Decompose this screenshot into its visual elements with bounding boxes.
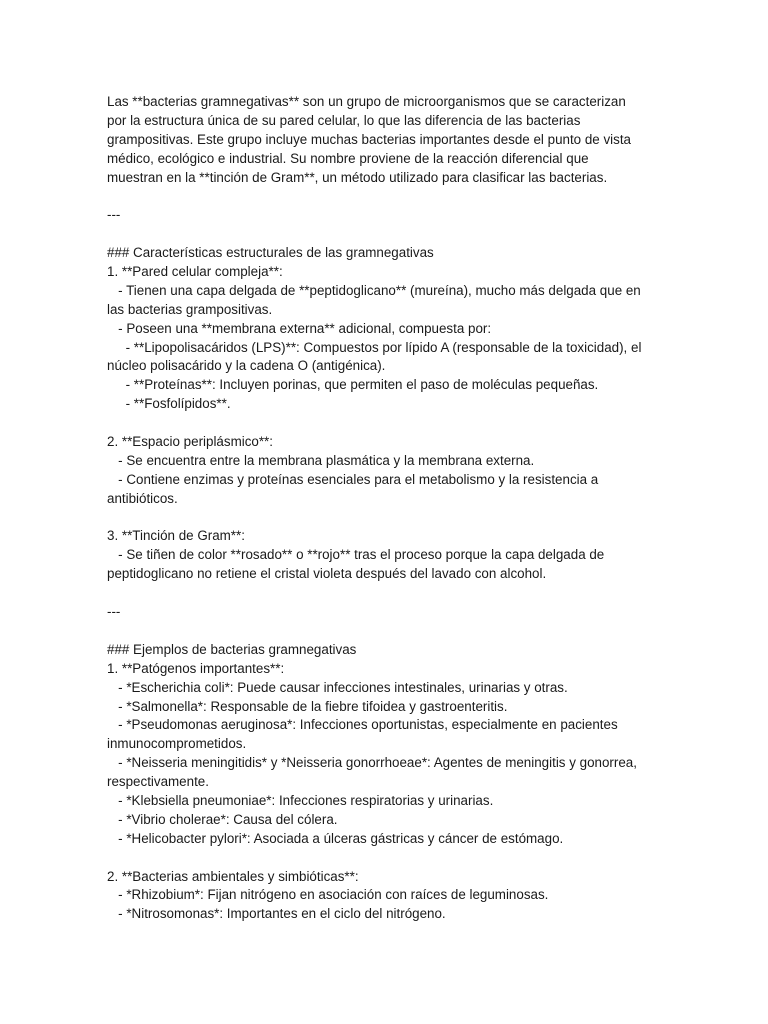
- list-item: - Se tiñen de color **rosado** o **rojo** tras el proceso porque la capa delgada de: [107, 547, 605, 563]
- list-item: - **Proteínas**: Incluyen porinas, que permiten el paso de moléculas pequeñas.: [107, 377, 599, 393]
- list-item: 2. **Espacio periplásmico**:: [107, 434, 273, 450]
- list-item: - *Helicobacter pylori*: Asociada a úlceras gástricas y cáncer de estómago.: [107, 830, 564, 846]
- text-line: grampositivas. Este grupo incluye muchas bacterias importantes desde el punto de vista: [107, 131, 632, 147]
- section-heading: ### Características estructurales de las gramnegativas: [107, 245, 434, 261]
- list-item: núcleo polisacárido y la cadena O (antigénica).: [107, 358, 386, 374]
- list-item: las bacterias grampositivas.: [107, 301, 273, 317]
- list-item: - *Neisseria meningitidis* y *Neisseria gonorrhoeae*: Agentes de meningitis y gonorrea,: [107, 755, 637, 771]
- document-page: [107, 93, 667, 924]
- blank-line: [107, 414, 667, 433]
- text-line: por la estructura única de su pared celular, lo que las diferencia de las bacterias: [107, 112, 581, 128]
- blank-line: [107, 584, 667, 603]
- list-item: - *Vibrio cholerae*: Causa del cólera.: [107, 811, 338, 827]
- list-item: 1. **Patógenos importantes**:: [107, 660, 285, 676]
- list-item: - *Escherichia coli*: Puede causar infecciones intestinales, urinarias y otras.: [107, 679, 568, 695]
- list-item: - Tienen una capa delgada de **peptidoglicano** (mureína), mucho más delgada que en: [107, 282, 641, 298]
- text-line: médico, ecológico e industrial. Su nombre proviene de la reacción diferencial que: [107, 150, 589, 166]
- list-item: - *Nitrosomonas*: Importantes en el ciclo del nitrógeno.: [107, 906, 446, 922]
- list-item: - *Klebsiella pneumoniae*: Infecciones respiratorias y urinarias.: [107, 792, 494, 808]
- blank-line: [107, 622, 667, 641]
- list-item: - Se encuentra entre la membrana plasmática y la membrana externa.: [107, 452, 535, 468]
- list-item: 3. **Tinción de Gram**:: [107, 528, 245, 544]
- list-item: peptidoglicano no retiene el cristal violeta después del lavado con alcohol.: [107, 566, 547, 582]
- section-examples: [107, 641, 667, 924]
- list-item: 1. **Pared celular compleja**:: [107, 264, 283, 280]
- divider: ---: [107, 207, 121, 223]
- list-item: antibióticos.: [107, 490, 178, 506]
- blank-line: [107, 225, 667, 244]
- text-line: Las **bacterias gramnegativas** son un grupo de microorganismos que se caracterizan: [107, 94, 626, 109]
- list-item: - **Lipopolisacáridos (LPS)**: Compuestos por lípido A (responsable de la toxicidad), el: [107, 339, 642, 355]
- list-item: - *Salmonella*: Responsable de la fiebre tifoidea y gastroenteritis.: [107, 698, 508, 714]
- divider: ---: [107, 604, 121, 620]
- blank-line: [107, 509, 667, 528]
- section-heading: ### Ejemplos de bacterias gramnegativas: [107, 641, 357, 657]
- list-item: - *Rhizobium*: Fijan nitrógeno en asociación con raíces de leguminosas.: [107, 887, 549, 903]
- list-item: 2. **Bacterias ambientales y simbióticas**:: [107, 868, 359, 884]
- section-structural: [107, 244, 667, 584]
- blank-line: [107, 849, 667, 868]
- list-item: respectivamente.: [107, 774, 209, 790]
- list-item: - **Fosfolípidos**.: [107, 396, 231, 412]
- text-line: muestran en la **tinción de Gram**, un método utilizado para clasificar las bacterias.: [107, 169, 608, 185]
- intro-paragraph: [107, 93, 667, 187]
- blank-line: [107, 187, 667, 206]
- list-item: - Poseen una **membrana externa** adicional, compuesta por:: [107, 320, 492, 336]
- list-item: inmunocomprometidos.: [107, 736, 247, 752]
- list-item: - Contiene enzimas y proteínas esenciales para el metabolismo y la resistencia a: [107, 471, 599, 487]
- list-item: - *Pseudomonas aeruginosa*: Infecciones oportunistas, especialmente en pacientes: [107, 717, 618, 733]
